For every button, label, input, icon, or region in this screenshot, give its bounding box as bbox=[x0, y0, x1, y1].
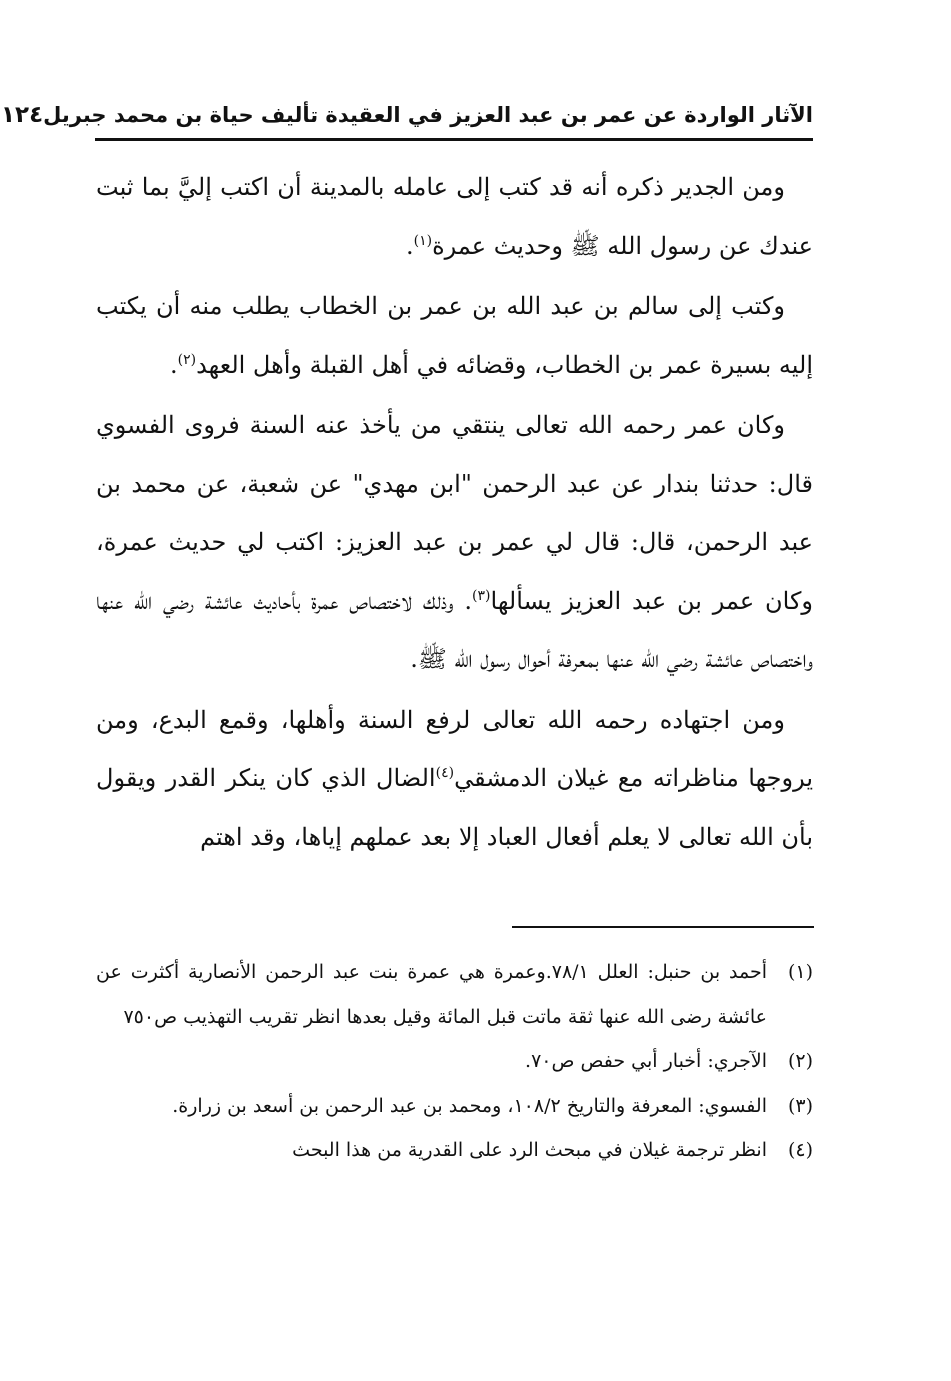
footnote-text: أحمد بن حنبل: العلل ٧٨/١.وعمرة هي عمرة بنت عبد الرحمن الأنصارية أكثرت عن عائشة رضى الله عنها ثقة ماتت قبل المائة وقيل بعدها انظر تقريب التهذيب ص٧٥٠ bbox=[96, 961, 767, 1028]
footnote-text: الفسوي: المعرفة والتاريخ ١٠٨/٢، ومحمد بن عبد الرحمن بن أسعد بن زرارة. bbox=[172, 1094, 767, 1117]
paragraph-tail: الضال الذي كان ينكر القدر ويقول بأن الله تعالى لا يعلم أفعال العباد إلا بعد عملهم إياها، وقد اهتم bbox=[96, 764, 813, 851]
footnote-number: (١) bbox=[787, 961, 813, 983]
footnote-number: (٣) bbox=[787, 1094, 813, 1117]
running-header bbox=[1, 96, 813, 141]
page-number: ١٢٤ bbox=[1, 102, 44, 128]
footnote bbox=[96, 1084, 813, 1129]
paragraph bbox=[96, 691, 813, 867]
paragraph-text: وكتب إلى سالم بن عبد الله بن عمر بن الخطاب يطلب منه أن يكتب إليه بسيرة عمر بن الخطاب، وقضائه في أهل القبلة وأهل العهد bbox=[96, 292, 813, 379]
footnote-text: انظر ترجمة غيلان في مبحث الرد على القدرية من هذا البحث bbox=[292, 1139, 767, 1161]
paragraph-text: ومن اجتهاده رحمه الله تعالى لرفع السنة وأهلها، وقمع البدع، ومن يروجها مناظراته مع غيلان الدمشقي bbox=[96, 705, 814, 792]
paragraph-tail: . bbox=[169, 350, 178, 379]
footnote-separator bbox=[512, 926, 814, 928]
paragraph-tail: . bbox=[405, 231, 414, 260]
footnote-number: (٤) bbox=[787, 1139, 813, 1161]
footnote bbox=[96, 1039, 813, 1084]
main-text bbox=[96, 158, 813, 866]
footnote-reference: (٤) bbox=[435, 765, 455, 781]
paragraph bbox=[96, 158, 813, 275]
footnote bbox=[96, 950, 813, 1039]
footnote-reference: (٣) bbox=[472, 587, 491, 604]
paragraph bbox=[96, 277, 813, 394]
footnote bbox=[96, 1128, 813, 1173]
footnote-number: (٢) bbox=[787, 1050, 813, 1072]
paragraph-text: وكان عمر رحمه الله تعالى ينتقي من يأخذ عنه السنة فروى الفسوي قال: حدثنا بندار عن عبد الرحمن "ابن مهدي" عن شعبة، عن محمد بن عبد الرحمن، قال: قال لي عمر بن عبد العزيز: اكتب لي حديث عمرة، وكان عمر بن عبد العزيز يسألها bbox=[96, 411, 813, 615]
footnote-reference: (٢) bbox=[177, 351, 197, 368]
paragraph-tail: . وذلك لاختصاص عمرة بأحاديث عائشة رضي الله عنها واختصاص عائشة رضي الله عنها بمعرفة أحوال رسول الله ﷺ. bbox=[96, 586, 813, 673]
paragraph-text: ومن الجدير ذكره أنه قد كتب إلى عامله بالمدينة أن اكتب إليَّ بما ثبت عندك عن رسول الله ﷺ وحديث عمرة bbox=[96, 173, 813, 260]
footnote-reference: (١) bbox=[413, 232, 433, 249]
footnote-text: الآجري: أخبار أبي حفص ص٧٠. bbox=[525, 1050, 767, 1072]
footnotes bbox=[96, 950, 813, 1173]
book-title: الآثار الواردة عن عمر بن عبد العزيز في العقيدة تأليف حياة بن محمد جبريل bbox=[43, 103, 813, 127]
paragraph bbox=[96, 396, 813, 689]
